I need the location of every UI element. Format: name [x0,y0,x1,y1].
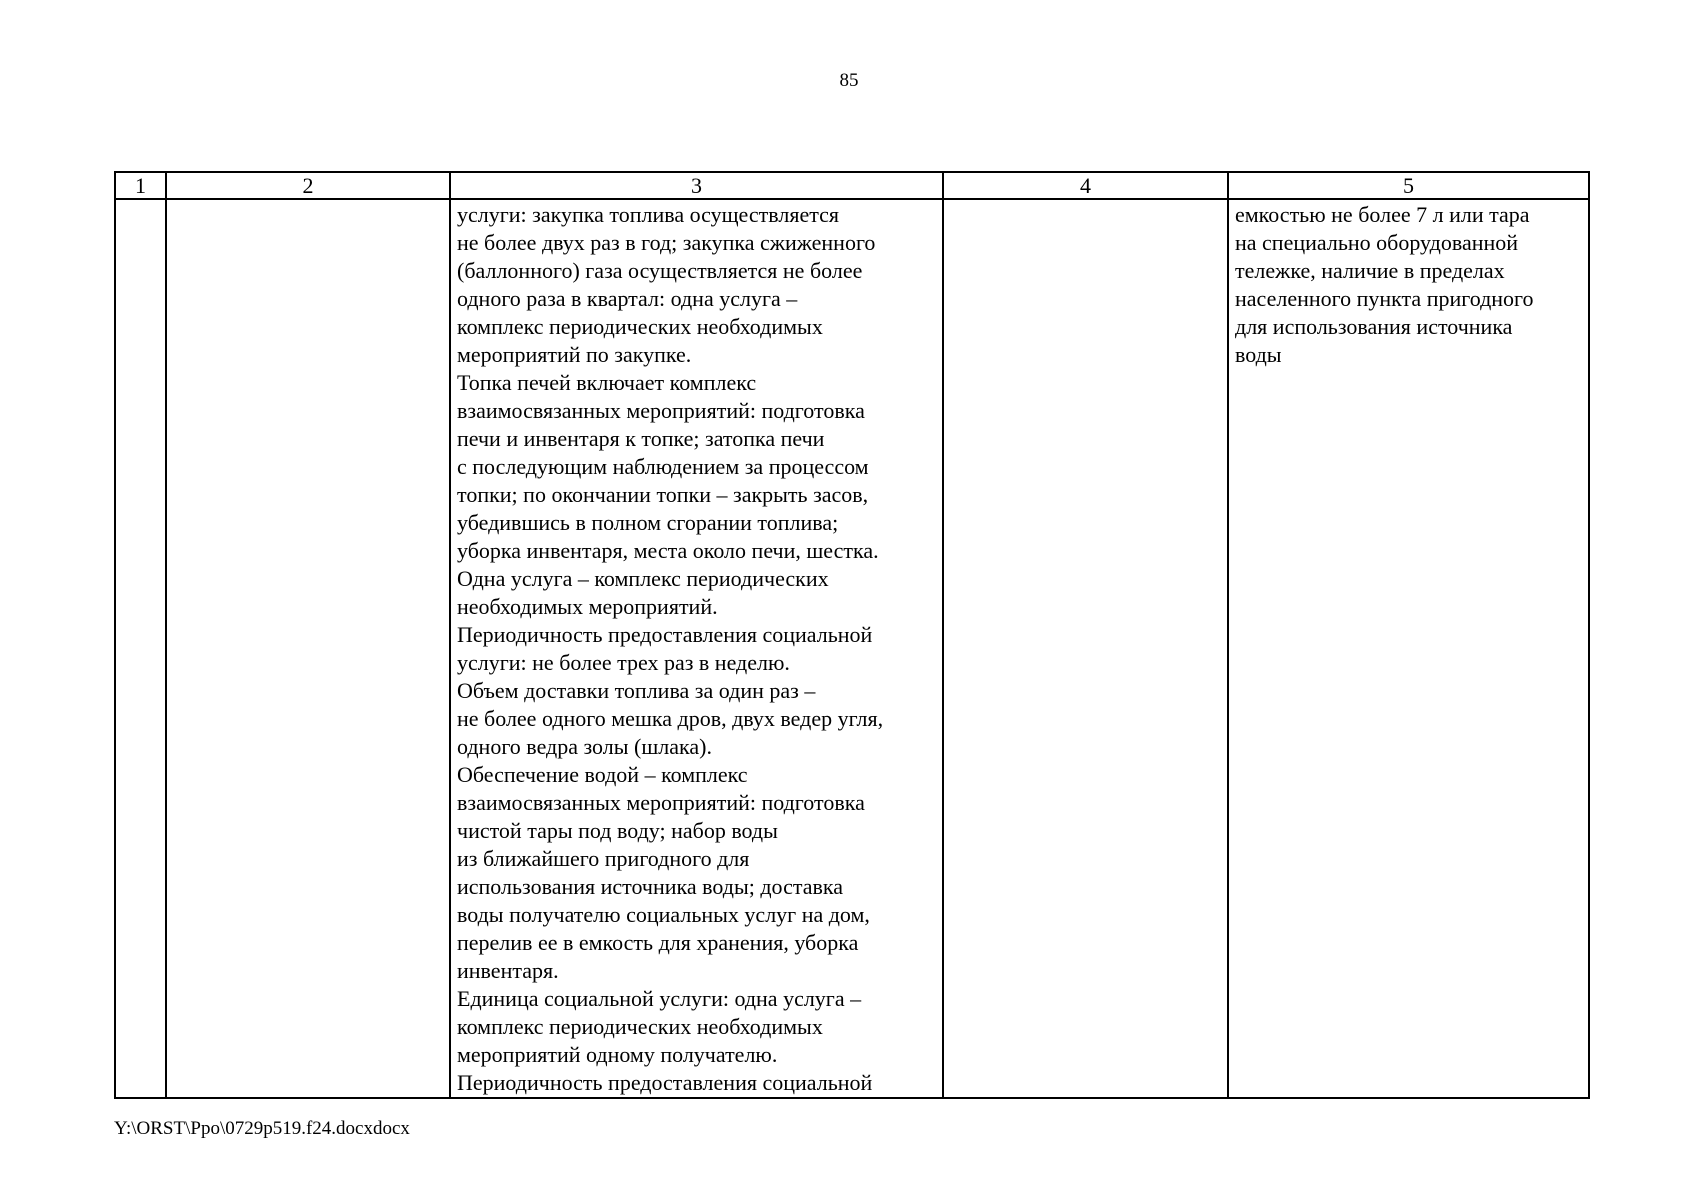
text-line: воды получателю социальных услуг на дом, [457,902,870,927]
service-description-text [451,200,942,1097]
text-line: одного раза в квартал: одна услуга – [457,286,798,311]
text-line: воды [1235,342,1282,367]
text-line: услуги: не более трех раз в неделю. [457,650,790,675]
text-line: одного ведра золы (шлака). [457,734,712,759]
header-col-4: 4 [943,172,1228,199]
text-line: (баллонного) газа осуществляется не более [457,258,863,283]
text-line: Единица социальной услуги: одна услуга – [457,986,862,1011]
header-col-2: 2 [166,172,450,199]
header-col-1: 1 [115,172,166,199]
text-line: для использования источника [1235,314,1513,339]
text-line: комплекс периодических необходимых [457,314,823,339]
text-line: мероприятий одному получателю. [457,1042,778,1067]
text-line: Топка печей включает комплекс [457,370,757,395]
text-line: взаимосвязанных мероприятий: подготовка [457,790,865,815]
cell-col-1 [115,199,166,1098]
page-number: 85 [839,70,859,91]
text-line: Обеспечение водой – комплекс [457,762,748,787]
table-header-row [115,172,1589,199]
services-table [114,171,1590,1099]
cell-col-4 [943,199,1228,1098]
text-line: с последующим наблюдением за процессом [457,454,869,479]
text-line: взаимосвязанных мероприятий: подготовка [457,398,865,423]
file-path-footer: Y:\ORST\Ppo\0729p519.f24.docxdocx [114,1118,410,1139]
text-line: Периодичность предоставления социальной [457,622,873,647]
text-line: населенного пункта пригодного [1235,286,1534,311]
text-line: необходимых мероприятий. [457,594,718,619]
text-line: тележке, наличие в пределах [1235,258,1505,283]
conditions-text [1229,200,1588,369]
header-col-3: 3 [450,172,943,199]
text-line: на специально оборудованной [1235,230,1519,255]
text-line: перелив ее в емкость для хранения, уборка [457,930,859,955]
table-row [115,199,1589,1098]
text-line: из ближайшего пригодного для [457,846,750,871]
text-line: Одна услуга – комплекс периодических [457,566,829,591]
text-line: убедившись в полном сгорании топлива; [457,510,839,535]
text-line: чистой тары под воду; набор воды [457,818,778,843]
text-line: услуги: закупка топлива осуществляется [457,202,839,227]
text-line: печи и инвентаря к топке; затопка печи [457,426,825,451]
text-line: использования источника воды; доставка [457,874,843,899]
text-line: уборка инвентаря, места около печи, шестка. [457,538,879,563]
cell-col-3 [450,199,943,1098]
text-line: Периодичность предоставления социальной [457,1070,873,1095]
text-line: мероприятий по закупке. [457,342,692,367]
text-line: емкостью не более 7 л или тара [1235,202,1530,227]
cell-col-5 [1228,199,1589,1098]
text-line: инвентаря. [457,958,559,983]
header-col-5: 5 [1228,172,1589,199]
text-line: топки; по окончании топки – закрыть засов, [457,482,869,507]
cell-col-2 [166,199,450,1098]
text-line: не более одного мешка дров, двух ведер угля, [457,706,884,731]
text-line: не более двух раз в год; закупка сжиженного [457,230,876,255]
text-line: комплекс периодических необходимых [457,1014,823,1039]
text-line: Объем доставки топлива за один раз – [457,678,816,703]
